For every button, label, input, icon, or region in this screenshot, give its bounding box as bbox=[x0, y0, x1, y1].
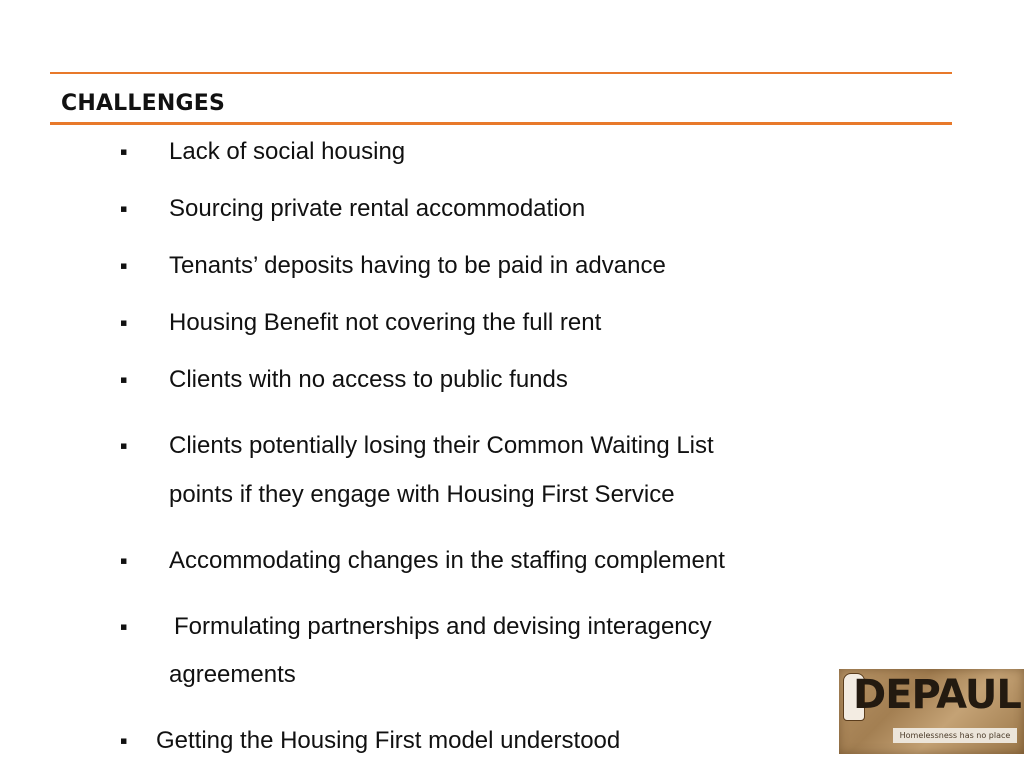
top-rule bbox=[50, 72, 952, 74]
bullet-item-8-line-1: Formulating partnerships and devising interagency bbox=[174, 613, 712, 640]
bullet-marker: ▪ bbox=[120, 316, 128, 329]
bullet-marker: ▪ bbox=[120, 554, 128, 567]
bullet-item-7: Accommodating changes in the staffing complement bbox=[169, 547, 725, 574]
bullet-item-8-line-2: agreements bbox=[169, 661, 296, 688]
bullet-item-6-line-2: points if they engage with Housing First Service bbox=[169, 481, 675, 508]
bullet-item-2: Sourcing private rental accommodation bbox=[169, 195, 586, 222]
bullet-item-5: Clients with no access to public funds bbox=[169, 366, 568, 393]
bullet-item-3: Tenants’ deposits having to be paid in advance bbox=[169, 252, 666, 279]
logo-wordmark: DEPAUL bbox=[853, 672, 1021, 718]
bullet-item-9: Getting the Housing First model understood bbox=[156, 727, 621, 754]
bullet-marker: ▪ bbox=[120, 439, 128, 452]
depaul-logo bbox=[839, 669, 1024, 754]
bullet-marker: ▪ bbox=[120, 620, 128, 633]
logo-tagline: Homelessness has no place bbox=[893, 728, 1017, 743]
bullet-marker: ▪ bbox=[120, 145, 128, 158]
heading-underline bbox=[50, 122, 952, 125]
bullet-item-4: Housing Benefit not covering the full rent bbox=[169, 309, 602, 336]
bullet-item-6-line-1: Clients potentially losing their Common Waiting List bbox=[169, 432, 714, 459]
bullet-marker: ▪ bbox=[120, 373, 128, 386]
bullet-marker: ▪ bbox=[120, 202, 128, 215]
bullet-marker: ▪ bbox=[120, 734, 128, 747]
bullet-item-1: Lack of social housing bbox=[169, 138, 406, 165]
slide-heading: CHALLENGES bbox=[61, 91, 225, 116]
bullet-marker: ▪ bbox=[120, 259, 128, 272]
